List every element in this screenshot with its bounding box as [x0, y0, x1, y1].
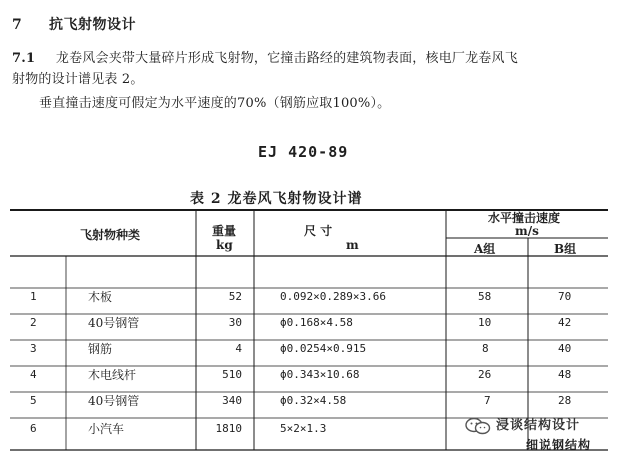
projectile-name: 木板: [88, 290, 113, 304]
header-group-b: B组: [554, 242, 577, 256]
projectile-weight: 340: [222, 394, 242, 407]
projectile-name: 钢筋: [88, 342, 113, 356]
projectile-weight: 52: [228, 290, 242, 303]
header-speed-unit: m/s: [515, 224, 539, 238]
row-number: 5: [30, 394, 37, 407]
projectile-name: 小汽车: [88, 422, 125, 436]
paragraph-text-line-2: 射物的设计谱见表 2。: [12, 72, 144, 87]
projectile-size: 5×2×1.3: [280, 422, 327, 435]
header-category: 飞射物种类: [80, 228, 141, 242]
paragraph-text-line-3: 垂直撞击速度可假定为水平速度的70%（钢筋应取100%）。: [39, 96, 391, 111]
projectile-name: 木电线杆: [88, 368, 137, 382]
speed-group-a: 8: [482, 342, 489, 355]
projectile-name: 40号钢管: [88, 394, 140, 408]
header-group-a: A组: [474, 242, 496, 256]
speed-group-a: 10: [478, 316, 492, 329]
speed-group-a: 58: [478, 290, 492, 303]
paragraph-number: 7.1: [12, 51, 36, 66]
header-dimension-unit: m: [346, 238, 359, 252]
paragraph-line-3: [39, 95, 390, 113]
projectile-name: 40号钢管: [88, 316, 140, 330]
speed-group-a: 7: [484, 394, 491, 407]
projectile-weight: 1810: [215, 422, 242, 435]
row-number: 1: [30, 290, 37, 303]
projectile-weight: 510: [222, 368, 242, 381]
section-title: 抗飞射物设计: [49, 17, 136, 33]
section-heading: [12, 14, 136, 34]
row-number: 6: [30, 422, 37, 435]
projectile-weight: 4: [235, 342, 242, 355]
header-dimension: 尺 寸: [304, 224, 333, 238]
speed-group-b: 70: [558, 290, 572, 303]
row-number: 2: [30, 316, 37, 329]
section-number: 7: [12, 17, 23, 33]
wechat-icon: [464, 416, 492, 436]
watermark-subtitle: 细说钢结构: [526, 438, 592, 452]
paragraph-text-line-1: 龙卷风会夹带大量碎片形成飞射物，它撞击路经的建筑物表面，核电厂龙卷风飞: [55, 51, 518, 66]
projectile-size: ϕ0.168×4.58: [280, 316, 353, 329]
speed-group-b: 48: [558, 368, 572, 381]
projectile-weight: 30: [228, 316, 242, 329]
projectile-size: ϕ0.0254×0.915: [280, 342, 367, 355]
watermark-title: 浸谈结构设计: [496, 418, 581, 433]
header-weight: 重量: [212, 224, 237, 238]
document-code: EJ 420-89: [258, 143, 349, 161]
paragraph-line-2: [12, 71, 144, 89]
projectile-size: ϕ0.343×10.68: [280, 368, 360, 381]
row-number: 4: [30, 368, 37, 381]
projectile-size: 0.092×0.289×3.66: [280, 290, 386, 303]
speed-group-b: 40: [558, 342, 572, 355]
header-weight-unit: kg: [216, 238, 233, 252]
header-speed: 水平撞击速度: [488, 211, 561, 225]
projectile-size: ϕ0.32×4.58: [280, 394, 347, 407]
paragraph-line-1: [12, 50, 518, 68]
speed-group-b: 28: [558, 394, 572, 407]
speed-group-a: 26: [478, 368, 492, 381]
watermark: [464, 412, 614, 452]
row-number: 3: [30, 342, 37, 355]
speed-group-b: 42: [558, 316, 572, 329]
table-caption: 表 2 龙卷风飞射物设计谱: [190, 191, 363, 207]
